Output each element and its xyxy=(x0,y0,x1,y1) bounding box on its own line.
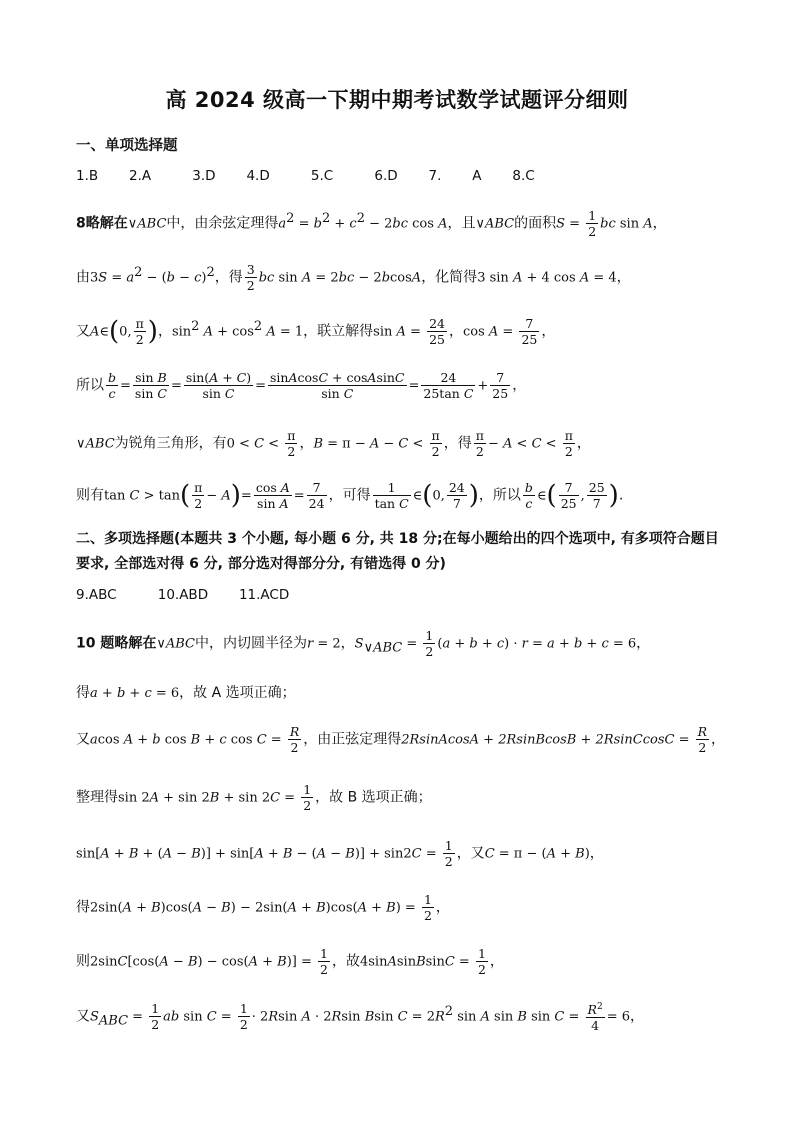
q10-line8: 又$S_{ABC}$ = $\frac{1}{2}$ ab sin C = $\frac{1}{2}$ · 2Rsin A · 2Rsin Bsin $C = 2R^2$ sin A sin B sin C = $\frac{R^2}{4}$ = 6， xyxy=(76,1001,644,1034)
q10-line5: sin[A + B + (A − B)] + sin[A + B − (A − B)] + sin2C = $\frac{1}{2}$ ，又C = π − (A + B)， xyxy=(76,838,604,869)
section2-answers: 9.ABC 10.ABD 11.ACD xyxy=(76,587,290,603)
q10-line4: 整理得sin 2A + sin 2B + sin 2C = $\frac{1}{2}$ ，故 B 选项正确； xyxy=(76,782,432,813)
q10-line6: 得2sin(A + B)cos(A − B) − 2sin(A + B)cos(A + B) = $\frac{1}{2}$ ， xyxy=(76,892,450,923)
section2-heading: 二、多项选择题(本题共 3 个小题, 每小题 6 分, 共 18 分;在每小题给出的四个选项中, 有多项符合题目要求, 全部选对得 6 分, 部分选对得部分分, 有错选得 0 分) xyxy=(76,531,719,572)
section1-answers: 1.B 2.A 3.D 4.D 5.C 6.D 7. A 8.C xyxy=(76,168,535,184)
q8-line2: 由$3S = a^2 - (b - c)^2$，得 $\frac{3}{2}$ bc sin A = 2bc − 2bcosA，化简得3 sin A + 4 cos A = 4， xyxy=(76,262,631,293)
page-title: 高 2024 级高一下期中期考试数学试题评分细则 xyxy=(165,88,629,112)
q8-line5: ∨ABC为锐角三角形，有0 < C < $\frac{\pi}{2}$ ，B = π − A − C < $\frac{\pi}{2}$ ，得 $\frac{\pi}{2}$ − A < C < $\frac{\pi}{2}$ ， xyxy=(76,428,591,459)
q10-line3: 又acos A + b cos B + c cos C = $\frac{R}{2}$ ，由正弦定理得2RsinAcosA + 2RsinBcosB + 2RsinCcosC = $\frac{R}{2}$ ， xyxy=(76,724,726,755)
q8-line1: 8略解在∨ABC中，由余弦定理得$a^2 = b^2 + c^2 - 2bc$ cos A，且∨ABC的面积S = $\frac{1}{2}$ bc sin A， xyxy=(76,208,667,239)
q8-line3: 又A∈(0, $\frac{\pi}{2}$ )，$\sin^2 A + \cos^2 A = 1$，联立解得sin A = $\frac{24}{25}$ ，cos A = $\frac{7}{25}$ ， xyxy=(76,316,556,347)
q10-line1: 10 题略解在∨ABC中，内切圆半径为r = 2，$S_{\vee ABC}$ = $\frac{1}{2}$ (a + b + c) · r = a + b + c = 6， xyxy=(76,628,651,659)
q8-line6: 则有tan C > tan( $\frac{\pi}{2}$ − A)= $\frac{\text{cos A}}{\text{sin A}}$ = $\frac{7}{24}$ ，可得 $\frac{1}{\text{tan C}}$ ∈(0, $\frac{24}{7}$ )，所以 $\frac{b}{c}$ ∈( $\frac{7}{25}$ , $\frac{25}{7}$ ). xyxy=(76,480,624,511)
q10-line2: 得a + b + c = 6，故 A 选项正确； xyxy=(76,685,296,701)
q8-line4: 所以 $\frac{b}{c}$ = $\frac{\text{sin B}}{\text{sin C}}$ = $\frac{\sin(A + C)}{\text{sin C}}$ = $\frac{\text{sinAcosC + cosAsinC}}{\text{sin C}}$ = $\frac{24}{\text{25tan C}}$ + $\frac{7}{25}$ ， xyxy=(76,370,527,401)
section1-heading: 一、单项选择题 xyxy=(76,138,178,154)
q10-line7: 则2sinC[cos(A − B) − cos(A + B)] = $\frac{1}{2}$ ，故4sinAsinBsinC = $\frac{1}{2}$ ， xyxy=(76,946,504,977)
